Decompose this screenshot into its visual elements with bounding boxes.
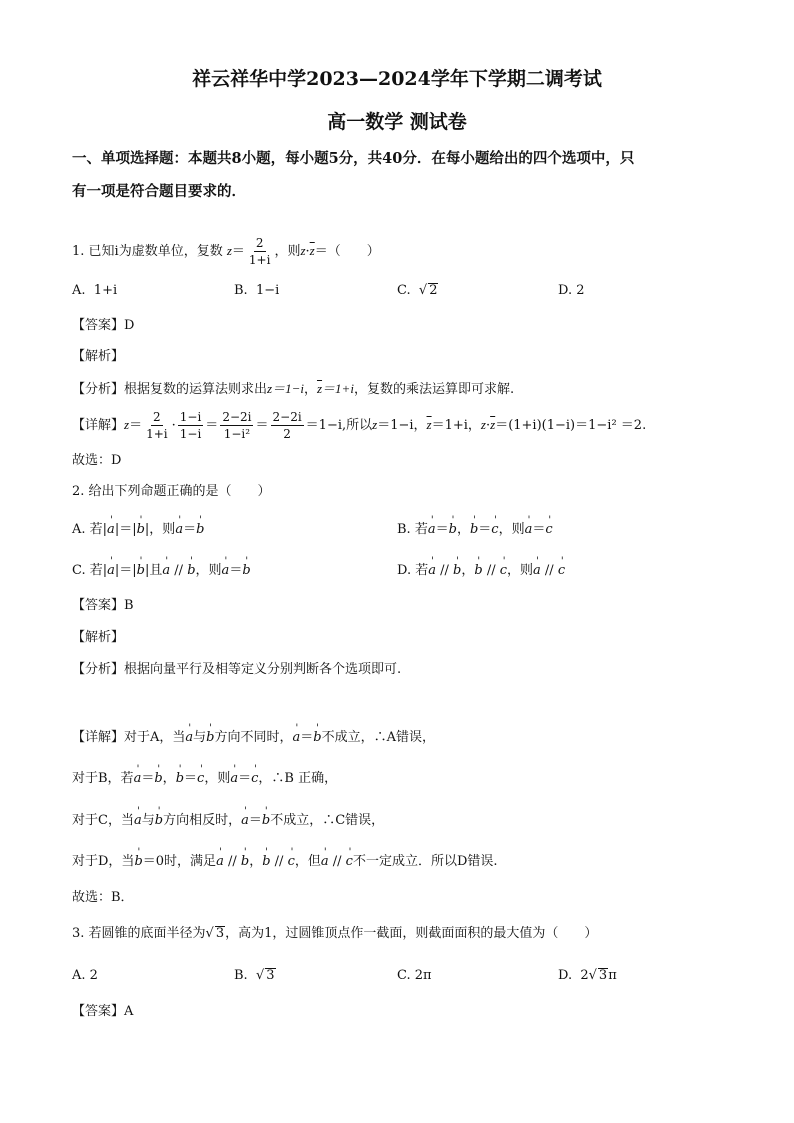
question-1-stem: 1. 已知i为虚数单位，复数 z＝ $\frac{2}{1+i}$ ，则$z\cdot\overline{z}=$（ ）: [72, 236, 380, 267]
q1-z: z: [226, 243, 232, 258]
q1-prefix: 1. 已知i为虚数单位，复数: [72, 244, 223, 259]
q2-option-b: B. 若' a＝' b，' b＝' c，则' a＝' c: [397, 521, 553, 539]
exam-subtitle: 高一数学 测试卷: [327, 111, 467, 133]
q1-option-a: A. 1+i: [72, 283, 118, 298]
q2-option-a: A. 若|' a|＝|' b|，则' a＝' b: [72, 521, 204, 539]
q2-answer: 【答案】B: [72, 598, 134, 613]
q1-tail: ＝（ ）: [314, 244, 380, 259]
q2-detail-c: 对于C，当' a与' b方向相反时，' a＝' b不成立，∴C错误，: [72, 812, 384, 830]
q2-detail-a: 【详解】对于A，当' a与' b方向不同时，' a＝' b不成立，∴A错误，: [72, 729, 435, 747]
q2-option-c: C. 若|' a|＝|' b|且' a // ' b，则' a＝' b: [72, 562, 251, 580]
q3-option-b: B. √ 3: [234, 968, 275, 983]
q2-detail-b: 对于B，若' a＝' b，' b＝' c，则' a＝' c，∴B 正确，: [72, 770, 337, 788]
q1-answer: 【答案】D: [72, 318, 135, 333]
question-2-stem: 2. 给出下列命题正确的是（ ）: [72, 484, 271, 499]
q2-option-d: D. 若' a // ' b，' b // ' c，则' a // ' c: [397, 562, 565, 580]
q1-mid: ，则: [274, 244, 301, 259]
section-heading-line2: 有一项是符合题目要求的．: [72, 183, 246, 200]
q1-option-b: B. 1−i: [234, 283, 280, 298]
q2-detail-d: 对于D，当' b＝0时，满足' a // ' b，' b // ' c，但' a // ' c不一定成立．所以D错误.: [72, 853, 498, 871]
section-heading-line1: 一、单项选择题：本题共8小题，每小题5分，共40分．在每小题给出的四个选项中，只: [72, 150, 635, 167]
q2-jiexi: 【解析】: [72, 630, 125, 645]
q1-fraction: $\frac{2}{1+i}$: [248, 236, 271, 267]
q2-analysis: 【分析】根据向量平行及相等定义分别判断各个选项即可.: [72, 662, 402, 677]
q1-analysis: 【分析】根据复数的运算法则求出z＝1−i，$\overline{z}=1+i$，复数的乘法运算即可求解.: [72, 381, 515, 397]
q2-conclusion: 故选：B．: [72, 890, 134, 905]
question-3-stem: 3. 若圆锥的底面半径为√ 3，高为1，过圆锥顶点作一截面，则截面面积的最大值为（ ）: [72, 926, 598, 941]
q3-option-c: C. 2π: [397, 968, 432, 983]
q1-detail: 【详解】z＝ $\frac{2}{1+i}$ · $\frac{1-i}{1-i}$ ＝ $\frac{2-2i}{\text{1−i²}}$ ＝ $\frac{2-2i}{2}$ ＝1−i,所以z＝1−i，$\overline{z}=1+i$，$z\cdot\overline{z}=(1+i)(1-i)=1-i^2 =2$.: [72, 410, 647, 441]
q3-answer: 【答案】A: [72, 1004, 134, 1019]
q1-conclusion: 故选：D: [72, 453, 122, 468]
q3-option-a: A. 2: [72, 968, 98, 983]
q3-option-d: D. 2√ 3π: [558, 968, 617, 983]
q1-option-c: C. √ 2: [397, 283, 438, 298]
q1-jiexi: 【解析】: [72, 349, 125, 364]
q1-option-d: D. 2: [558, 283, 585, 298]
exam-title: 祥云祥华中学2023—2024学年下学期二调考试: [192, 68, 602, 90]
